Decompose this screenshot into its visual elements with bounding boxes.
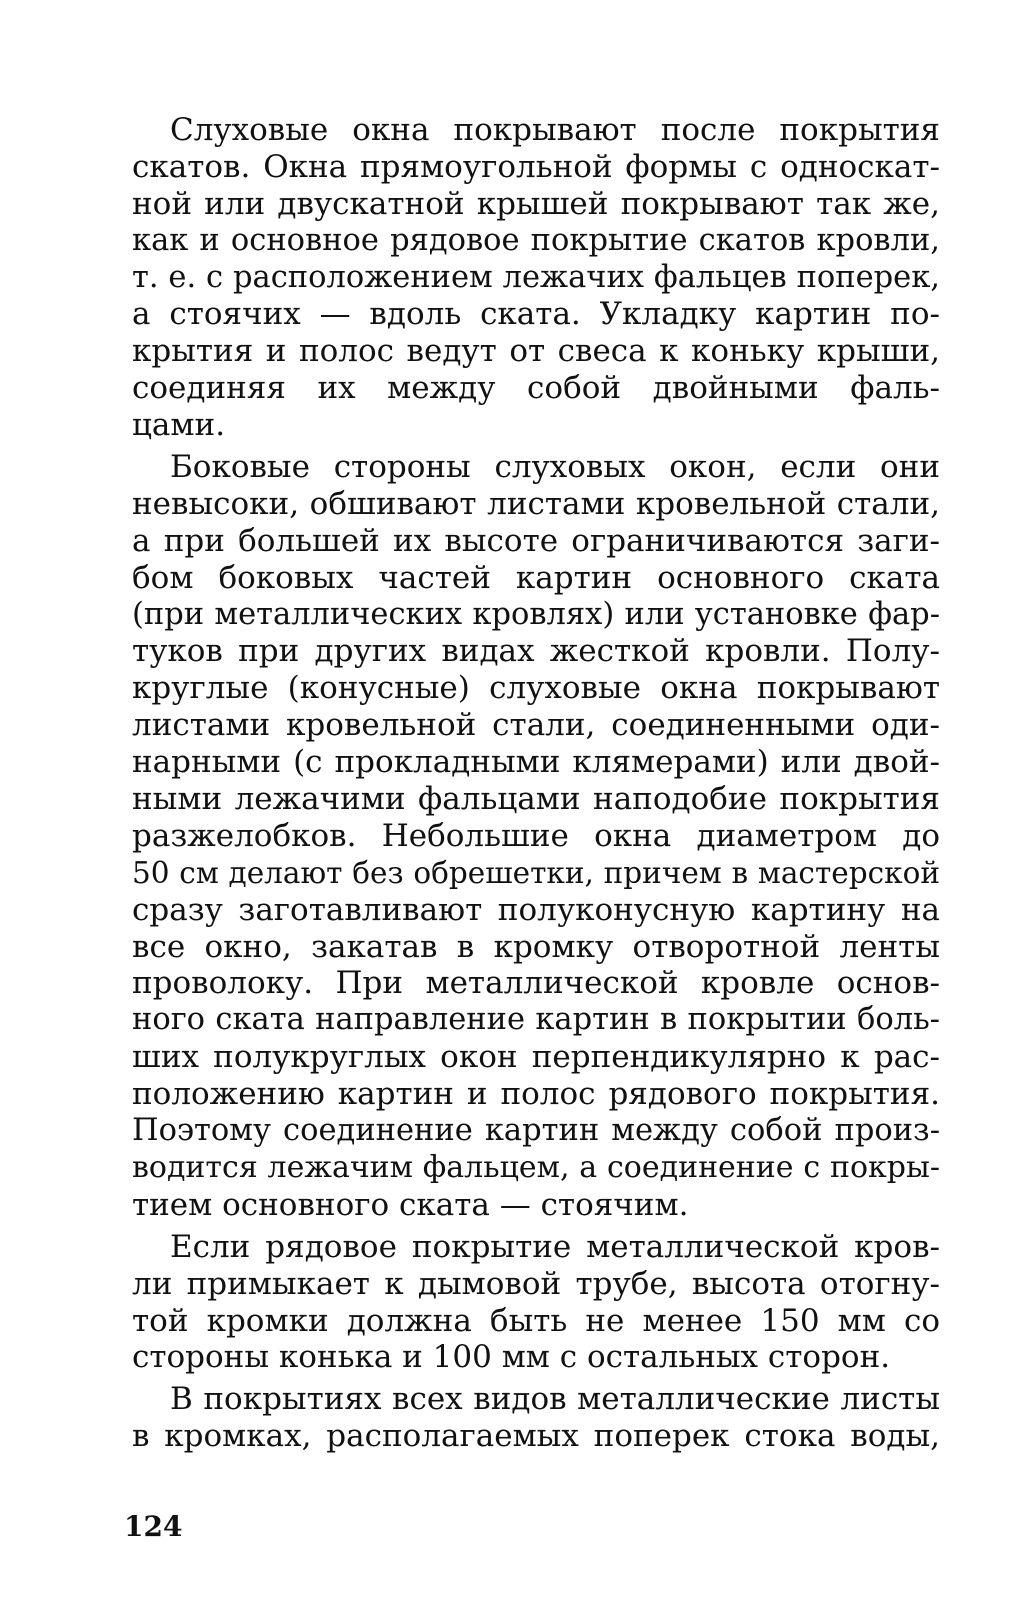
text-line: Поэтому соединение картин между собой произ- [132, 1113, 940, 1149]
text-line: скатов. Окна прямоугольной формы с односкат- [132, 148, 940, 185]
paragraph-1 [132, 112, 940, 444]
text-line: соединяя их между собой двойными фаль- [132, 370, 940, 407]
text-line: а при большей их высоте ограничиваются заги- [132, 522, 940, 559]
text-line: ного ската направление картин в покрытии боль- [132, 1002, 940, 1038]
text-line: т. е. с расположением лежачих фальцев поперек, [132, 259, 940, 295]
text-line: нарными (с прокладными клямерами) или двой- [132, 744, 940, 781]
text-line: крытия и полос ведут от свеса к коньку крыши, [132, 333, 940, 370]
page-body [132, 112, 940, 1455]
text-line: туков при других видах жесткой кровли. Полу- [132, 633, 940, 670]
paragraph-2 [132, 449, 940, 1224]
text-line: водится лежачим фальцем, а соединение с покры- [132, 1149, 940, 1185]
text-line: В покрытиях всех видов металлические листы [170, 1381, 940, 1418]
text-line: проволоку. При металлической кровле основ- [132, 965, 940, 1002]
text-line: ными лежачими фальцами наподобие покрытия [132, 781, 940, 818]
text-line: как и основное рядовое покрытие скатов кровли, [132, 222, 940, 258]
text-line: ли примыкает к дымовой трубе, высота отогну- [132, 1265, 940, 1302]
text-line: Боковые стороны слуховых окон, если они [170, 449, 940, 486]
text-line: тием основного ската — стоячим. [132, 1186, 689, 1223]
text-line: невысоки, обшивают листами кровельной стали, [132, 485, 940, 522]
paragraph-4 [132, 1381, 940, 1455]
text-line: Слуховые окна покрывают после покрытия [170, 112, 940, 148]
text-line: Если рядовое покрытие металлической кров- [170, 1228, 940, 1265]
text-line: круглые (конусные) слуховые окна покрывают [132, 670, 940, 707]
page-number: 124 [124, 1510, 183, 1543]
text-line: ной или двускатной крышей покрывают так же, [132, 185, 940, 222]
text-line: стороны конька и 100 мм с остальных сторон. [132, 1339, 891, 1376]
text-line: ших полукруглых окон перпендикулярно к рас- [132, 1039, 940, 1076]
text-line: все окно, закатав в кромку отворотной ленты [132, 928, 940, 965]
text-line: листами кровельной стали, соединенными оди- [132, 707, 940, 744]
text-line: сразу заготавливают полуконусную картину на [132, 891, 940, 928]
text-line: (при металлических кровлях) или установке фар- [132, 596, 940, 632]
text-line: 50 см делают без обрешетки, причем в мастерской [132, 855, 940, 890]
text-line: цами. [132, 407, 226, 444]
text-line: разжелобков. Небольшие окна диаметром до [132, 817, 940, 854]
text-line: положению картин и полос рядового покрытия. [132, 1076, 940, 1113]
text-line: а стоячих — вдоль ската. Укладку картин по- [132, 296, 940, 333]
text-line: бом боковых частей картин основного ската [132, 559, 940, 596]
paragraph-3 [132, 1229, 940, 1377]
text-line: в кромках, располагаемых поперек стока воды, [132, 1418, 940, 1455]
text-line: той кромки должна быть не менее 150 мм со [132, 1302, 940, 1339]
